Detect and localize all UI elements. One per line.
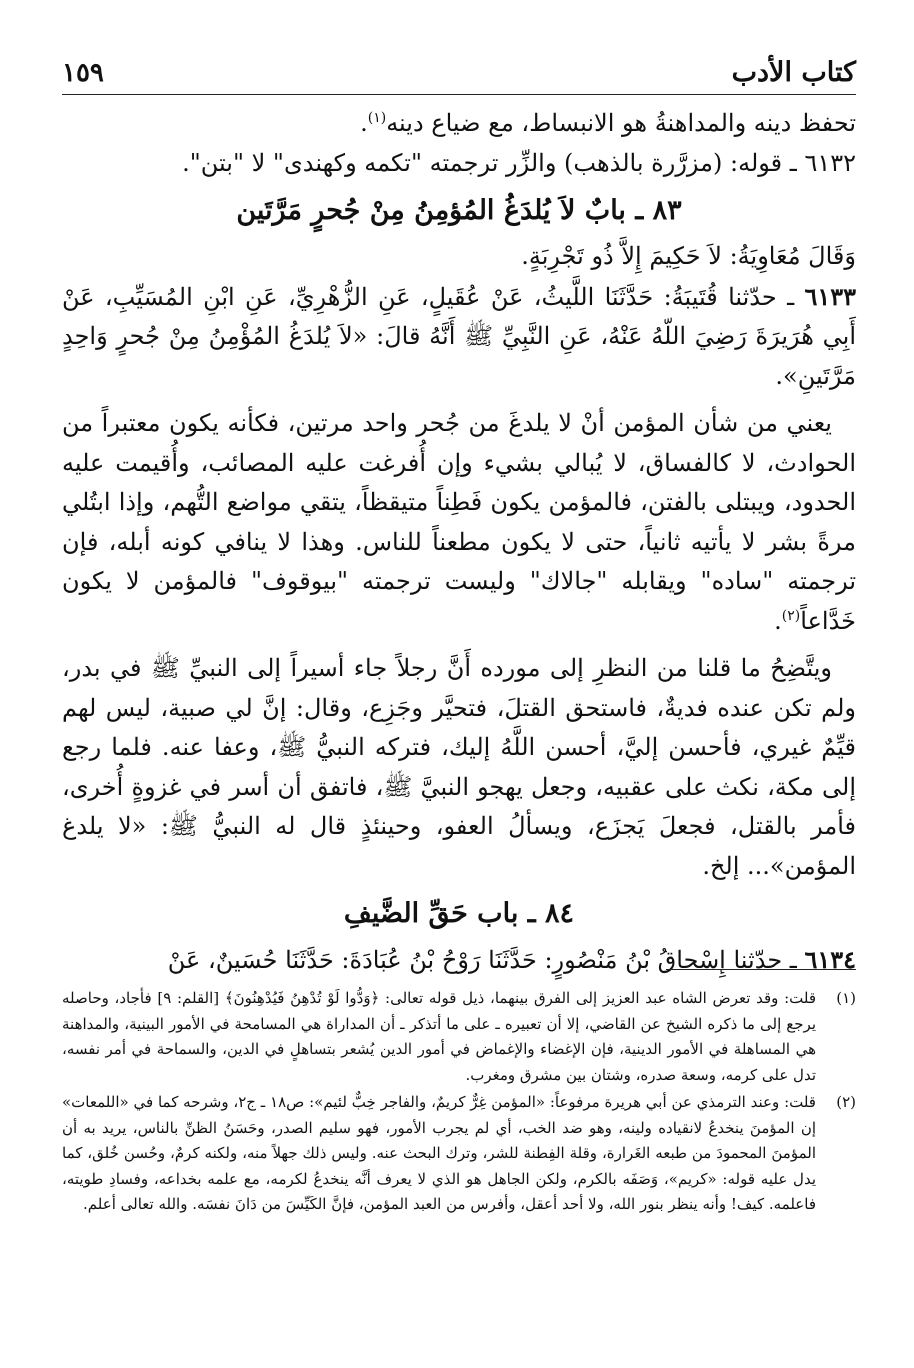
footnote-text: قلت: وعند الترمذي عن أبي هريرة مرفوعاً: «المؤمن غِرٌّ كريمٌ، والفاجر خِبٌّ لئيم»: ص١٨ ـ ج٢، وشرحه كما في «اللمعات» إن المؤمنَ ينخدعُ لانقياده ولينه، وهو ضد الخب، أي لم يجرب الأمور، فهو سليم الصدر، وحَسَنُ الظنِّ بالناس، يريد به أن المؤمنَ المحمودَ من طبعه الغَرارة، وقلة الفِطنة للشر، وترك البحث عنه. وليس ذلك جهلاً منه، ولكنه كرمٌ، وحُسن خُلق، كما يدل عليه قوله: «كريم»، وَصَفَه بالكرم، ولكن الجاهل هو الذي لا يعرف أنَّه ينخدعُ لكرمه، مع علمه بخداعه، وفسادِ طويته، فاعلمه. كيف! وأنه ينظر بنور الله، ولا أحد أعقل، وأفرس من العبد المؤمن، فإنَّ الكَيِّسَ من دَانَ نفسَه. والله تعالى أعلم.	[62, 1093, 816, 1213]
commentary-paragraph	[62, 404, 856, 641]
footnote-text: قلت: وقد تعرض الشاه عبد العزيز إلى الفرق بينهما، ذيل قوله تعالى: ﴿وَدُّوا لَوْ تُدْهِنُ فَيُدْهِنُونَ﴾ [القلم: ٩] فأجاد، وحاصله يرجع إلى ما ذكره الشيخ عن القاضي، إلا أن تعبيره ـ على ما أتذكر ـ أن المداراة هي المسامحة في الأمور البينية، والمداهنة هي المساهلة في الأمور الدينية، فإن الإغضاء والإغماض في أمور الدين يُشعر بتساهلٍ في الدين، والسماحة في أمر نفسه، تدل على كرمه، وسعة صدره، وشتان بين مشرق ومغرب.	[62, 989, 816, 1084]
hadith-number: ٦١٣٤	[804, 945, 856, 974]
footnote-separator	[666, 969, 856, 970]
commentary-paragraph: ويتَّضِحُ ما قلنا من النظرِ إلى مورده أَنَّ رجلاً جاء أسيراً إلى النبيِّ ﷺ في بدر، ولم تكن عنده فديةٌ، فاستحق القتلَ، فتحيَّر وجَزِع، وقال: إنَّ لي صبية، ليس لهم قيِّمٌ غيري، فأحسن إليَّ، أحسن اللَّهُ إليك، فتركه النبيُّ ﷺ، وعفا عنه. فلما رجع إلى مكة، نكث على عقبيه، وجعل يهجو النبيَّ ﷺ، فاتفق أن أسر في غزوةٍ أُخرى، فأمر بالقتل، فجعلَ يَجزَع، ويسألُ العفو، وحينئذٍ قال له النبيُّ ﷺ: «لا يلدغ المؤمن»... إلخ.	[62, 654, 856, 880]
hadith-commentary: ٦١٣٢ ـ قوله: (مزرَّرة بالذهب) والزِّر ترجمته "تكمه وكهندى" لا "بتن".	[182, 148, 856, 177]
chapter-heading: ٨٣ ـ بابٌ لاَ يُلدَغُ المُؤمِنُ مِنْ جُحرٍ مَرَّتَين	[236, 195, 682, 226]
page-header	[62, 52, 856, 95]
footnotes	[62, 986, 856, 1220]
hadith	[62, 940, 856, 981]
paragraph-end: .	[360, 109, 368, 137]
paragraph-end: .	[774, 606, 782, 635]
chapter-heading: ٨٤ ـ باب حَقِّ الضَّيفِ	[343, 898, 575, 929]
hadith	[62, 277, 856, 397]
paragraph-text: تحفظ دينه والمداهنةُ هو الانبساط، مع ضياع دينه	[386, 109, 856, 137]
athar-quote: وَقَالَ مُعَاوِيَةُ: لاَ حَكِيمَ إِلاَّ ذُو تَجْرِبَةٍ.	[521, 242, 856, 270]
footnote-marker[interactable]: (٢)	[781, 607, 801, 624]
footnote-number: (٢)	[836, 1093, 856, 1111]
footnote-number: (١)	[836, 989, 856, 1007]
running-title: كتاب الأدب	[731, 57, 856, 88]
paragraph-text: يعني من شأن المؤمن أنْ لا يلدغَ من جُحر واحد مرتين، فكأنه يكون معتبراً من الحوادث، لا كالفساق، لا يُبالي بشيء وإن أُفرغت عليه المصائب، وأُقيمت عليه الحدود، ويبتلى بالفتن، فالمؤمن يكون فَطِناً متيقظاً، يتقي مواضع التُّهم، وإذا ابتُلي مرةً بشر لا يأتيه ثانياً، حتى لا يكون مطعناً للناس. وهذا لا ينافي كونه أبله، فإن ترجمته "ساده" ويقابله "جالاك" وليست ترجمته "بيوقوف" فالمؤمن لا يكون خَدَّاعاً	[62, 409, 857, 635]
hadith-text: ـ حدّثنا قُتَيبَةُ: حَدَّثَنَا اللَّيثُ، عَنْ عُقَيلٍ، عَنِ الزُّهْرِيِّ، عَنِ ابْنِ المُسَيِّبِ، عَنْ أَبِي هُرَيرَةَ رَضِيَ اللّهُ عَنْهُ، عَنِ النَّبِيِّ ﷺ أَنَّهُ قالَ: «لاَ يُلدَغُ المُؤْمِنُ مِنْ جُحرٍ وَاحِدٍ مَرَّتَينِ».	[62, 282, 857, 390]
footnote	[62, 1090, 856, 1218]
paragraph	[62, 104, 856, 144]
hadith-text: ـ حدّثنا إِسْحاقُ بْنُ مَنْصُورٍ: حَدَّثَنَا رَوْحُ بْنُ عُبَادَةَ: حَدَّثَنَا حُسَينٌ، عَنْ	[167, 946, 805, 974]
footnote-marker[interactable]: (١)	[367, 110, 387, 126]
page-number: ١٥٩	[62, 58, 104, 88]
footnote	[62, 986, 856, 1088]
main-text	[62, 104, 856, 981]
hadith-number: ٦١٣٣	[804, 281, 856, 311]
